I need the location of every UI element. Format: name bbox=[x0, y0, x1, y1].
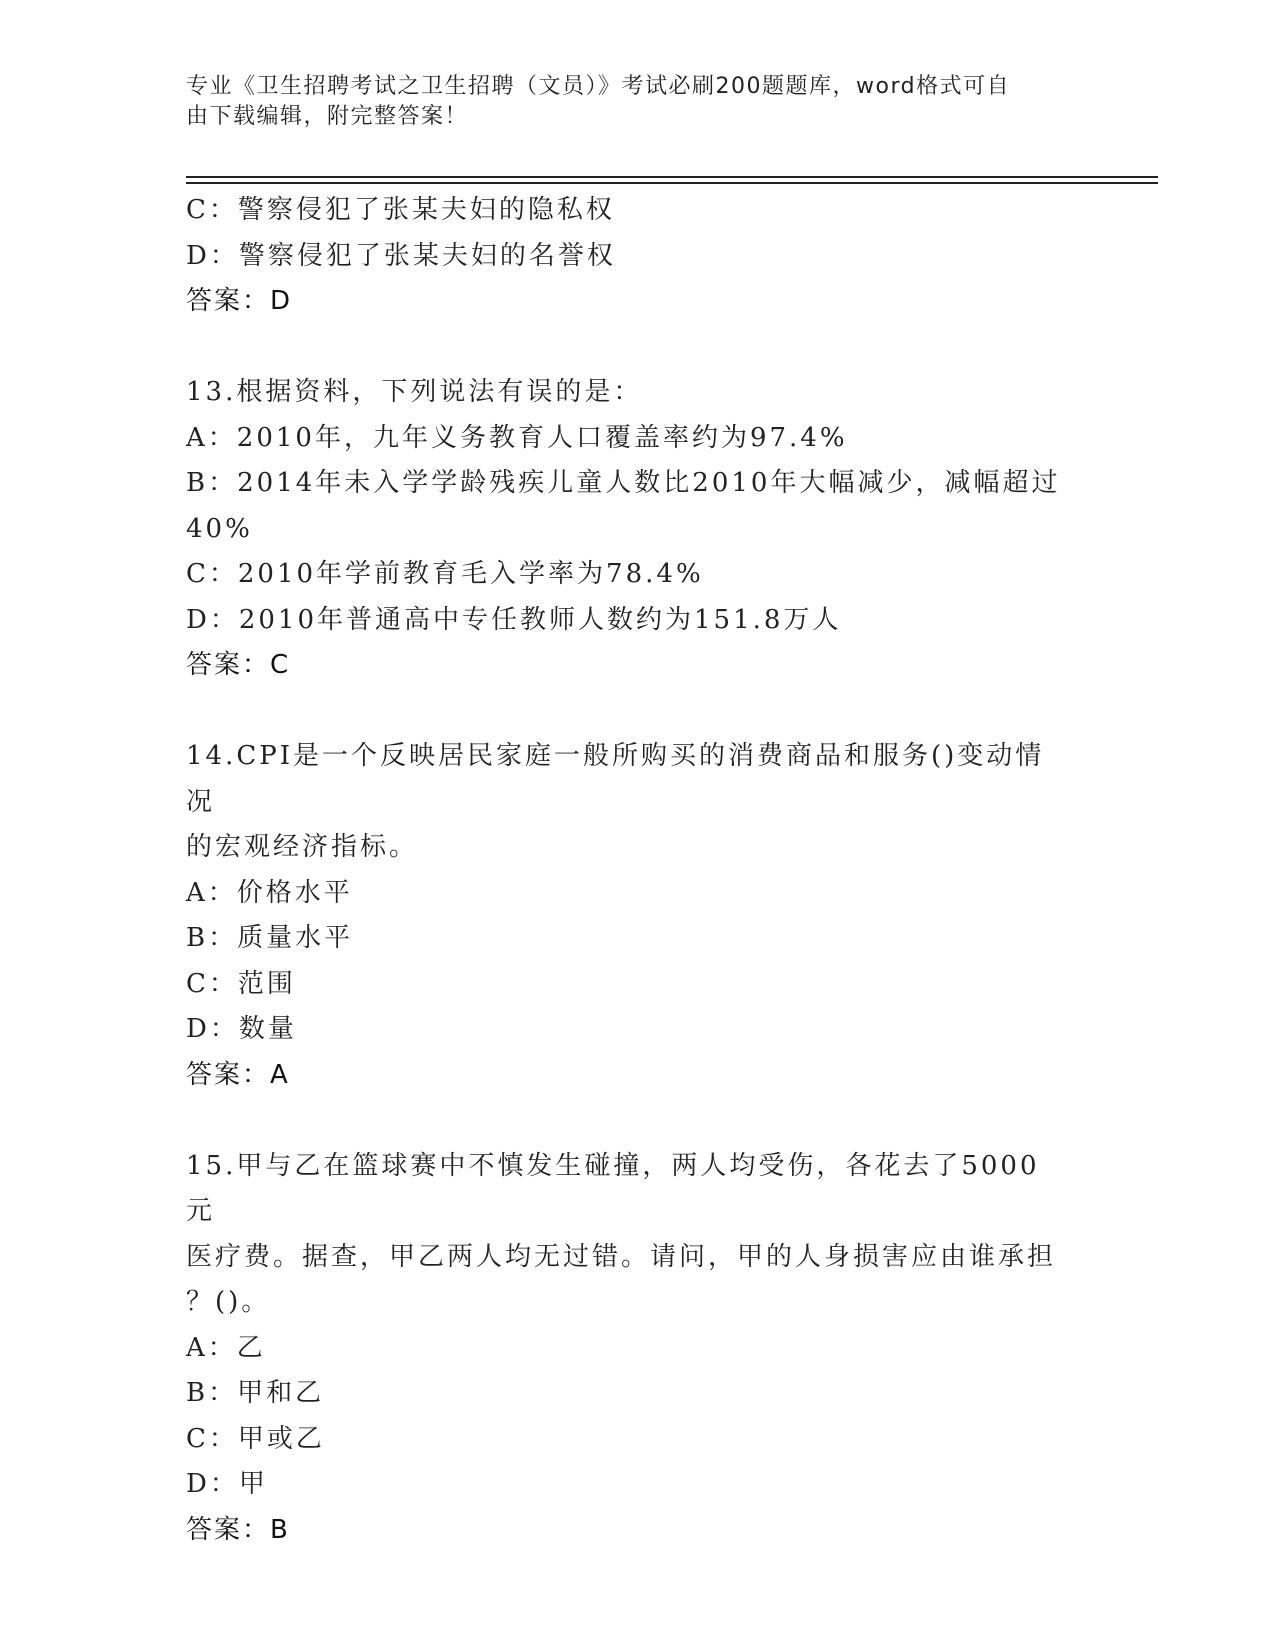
header-line-2: 由下载编辑，附完整答案！ bbox=[186, 104, 469, 129]
question-13 bbox=[186, 370, 1066, 689]
option-c: C：甲或乙 bbox=[186, 1423, 325, 1454]
document-header bbox=[186, 72, 1066, 132]
question-15 bbox=[186, 1144, 1066, 1554]
option-a: A：乙 bbox=[186, 1332, 266, 1363]
question-text-line-2: 医疗费。据查，甲乙两人均无过错。请问，甲的人身损害应由谁承担 bbox=[186, 1241, 1057, 1272]
answer-line: 答案：D bbox=[186, 286, 293, 316]
answer-line: 答案：A bbox=[186, 1059, 290, 1090]
option-d: D：数量 bbox=[186, 1014, 297, 1044]
question-14 bbox=[186, 734, 1066, 1098]
prev-question-block bbox=[186, 188, 1066, 325]
option-b: B：质量水平 bbox=[186, 923, 354, 953]
option-a: A：价格水平 bbox=[186, 877, 353, 908]
question-text-line-1: 15.甲与乙在篮球赛中不慎发生碰撞，两人均受伤，各花去了5000元 bbox=[186, 1150, 1040, 1226]
question-text-line-1: 14.CPI是一个反映居民家庭一般所购买的消费商品和服务()变动情况 bbox=[186, 741, 1045, 817]
option-d: D：2010年普通高中专任教师人数约为151.8万人 bbox=[186, 604, 842, 635]
header-line-1: 专业《卫生招聘考试之卫生招聘（文员）》考试必刷200题题库，word格式可自 bbox=[186, 74, 1011, 99]
question-text-line-2: 的宏观经济指标。 bbox=[186, 832, 419, 862]
option-c: C：警察侵犯了张某夫妇的隐私权 bbox=[186, 195, 615, 225]
document-body bbox=[186, 188, 1066, 1553]
option-b-continued: 40% bbox=[186, 513, 253, 544]
header-divider-top bbox=[186, 176, 1158, 178]
option-d: D：甲 bbox=[186, 1469, 268, 1499]
option-d: D：警察侵犯了张某夫妇的名誉权 bbox=[186, 240, 616, 271]
question-text-line-3: ？()。 bbox=[186, 1287, 271, 1317]
header-divider-bottom bbox=[186, 182, 1158, 184]
answer-line: 答案：B bbox=[186, 1514, 290, 1545]
option-c: C：2010年学前教育毛入学率为78.4% bbox=[186, 559, 704, 589]
option-c: C：范围 bbox=[186, 968, 296, 999]
option-a: A：2010年，九年义务教育人口覆盖率约为97.4% bbox=[186, 422, 848, 453]
option-b: B：2014年未入学学龄残疾儿童人数比2010年大幅减少，减幅超过 bbox=[186, 468, 1061, 498]
answer-line: 答案：C bbox=[186, 650, 291, 680]
option-b: B：甲和乙 bbox=[186, 1378, 325, 1408]
question-text: 13.根据资料，下列说法有误的是： bbox=[186, 377, 643, 407]
